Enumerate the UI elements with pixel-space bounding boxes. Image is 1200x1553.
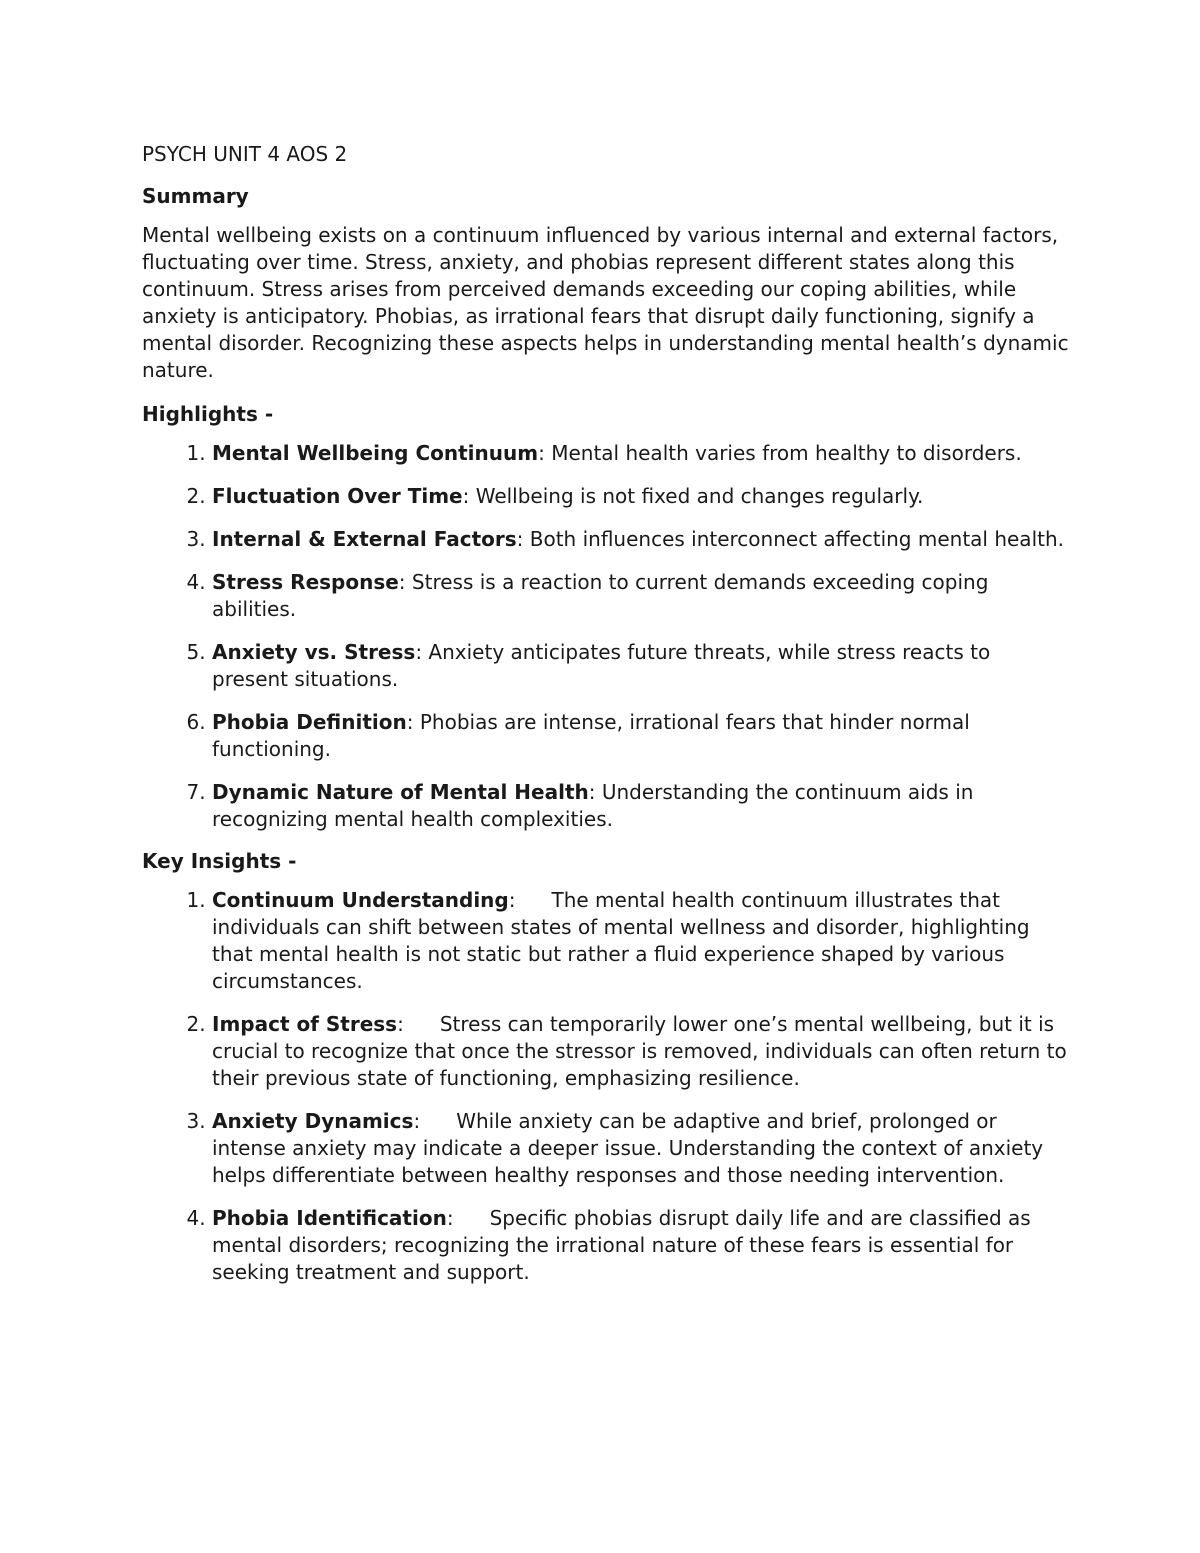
highlight-text: Both influences interconnect affecting mental health. [529,527,1064,551]
highlight-text: Understanding the continuum aids in recognizing mental health complexities. [212,780,974,831]
highlight-separator: : [538,441,552,465]
highlights-list [142,440,1072,833]
insight-item [212,1011,1072,1092]
highlight-term: Anxiety vs. Stress [212,640,416,664]
document-page [142,140,1072,1300]
highlight-text: Wellbeing is not fixed and changes regularly. [475,484,924,508]
insight-item [212,887,1072,995]
insight-item [212,1108,1072,1189]
highlight-text: Stress is a reaction to current demands exceeding coping abilities. [212,570,989,621]
insight-text: The mental health continuum illustrates that individuals can shift between states of mental wellness and disorder, highlighting that mental health is not static but rather a fluid experience shaped by various circumstances. [212,888,1030,993]
insight-text: Stress can temporarily lower one’s mental wellbeing, but it is crucial to recognize that once the stressor is removed, individuals can often return to their previous state of functioning, emphasizing resilience. [212,1012,1067,1090]
insight-term: Phobia Identification [212,1206,447,1230]
insight-text: While anxiety can be adaptive and brief, prolonged or intense anxiety may indicate a deeper issue. Understanding the context of anxiety helps differentiate between healthy responses and those needing intervention. [212,1109,1044,1187]
insight-separator: : [508,888,516,912]
highlight-term: Dynamic Nature of Mental Health [212,780,589,804]
highlight-separator: : [415,640,429,664]
highlights-heading: Highlights - [142,402,274,426]
highlight-item [212,526,1072,553]
highlight-term: Phobia Definition [212,710,407,734]
highlight-text: Phobias are intense, irrational fears that hinder normal functioning. [212,710,970,761]
document-title: PSYCH UNIT 4 AOS 2 [142,142,348,166]
highlight-term: Stress Response [212,570,399,594]
insight-term: Anxiety Dynamics [212,1109,414,1133]
highlight-item [212,779,1072,833]
highlight-item [212,440,1072,467]
highlight-item [212,569,1072,623]
insight-term: Continuum Understanding [212,888,509,912]
summary-heading: Summary [142,184,249,208]
summary-paragraph: Mental wellbeing exists on a continuum influenced by various internal and external factors, fluctuating over time. Stress, anxiety, and phobias represent different states along this continuum. Stress arises from perceived demands exceeding our coping abilities, while anxiety is anticipatory. Phobias, as irrational fears that disrupt daily functioning, signify a mental disorder. Recognizing these aspects helps in understanding mental health’s dynamic nature. [142,223,1069,382]
highlight-separator: : [406,710,420,734]
highlight-item [212,639,1072,693]
insight-separator: : [397,1012,404,1036]
insight-term: Impact of Stress [212,1012,398,1036]
highlight-separator: : [516,527,530,551]
highlight-text: Anxiety anticipates future threats, while stress reacts to present situations. [212,640,991,691]
insights-heading: Key Insights - [142,849,297,873]
insight-item [212,1205,1072,1286]
highlight-separator: : [398,570,412,594]
highlight-separator: : [588,780,602,804]
insight-separator: : [446,1206,454,1230]
highlight-item [212,709,1072,763]
insights-list [142,887,1072,1286]
highlight-term: Fluctuation Over Time [212,484,463,508]
insight-text: Specific phobias disrupt daily life and are classified as mental disorders; recognizing the irrational nature of these fears is essential for seeking treatment and support. [212,1206,1031,1284]
highlight-text: Mental health varies from healthy to disorders. [551,441,1022,465]
insight-separator: : [413,1109,421,1133]
highlight-item [212,483,1072,510]
highlight-term: Internal & External Factors [212,527,517,551]
highlight-separator: : [462,484,476,508]
highlight-term: Mental Wellbeing Continuum [212,441,539,465]
